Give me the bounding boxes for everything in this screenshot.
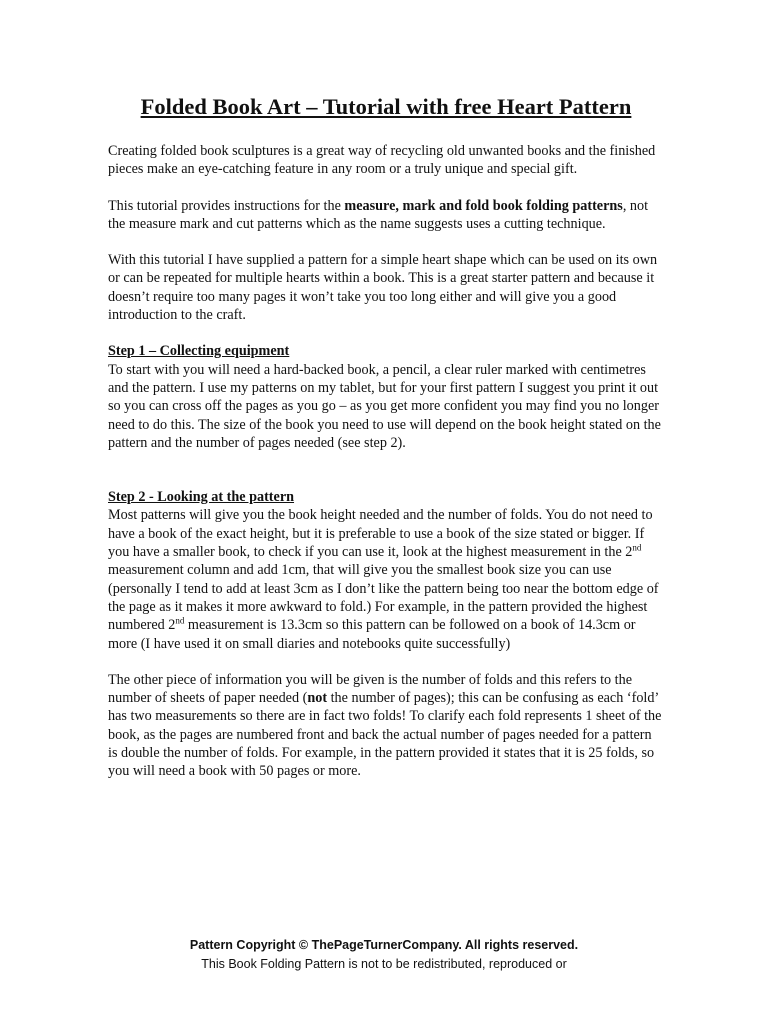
step1-body: To start with you will need a hard-backed book, a pencil, a clear ruler marked with centimetres and the pattern. I use my patterns on my tablet, but for your first pattern I suggest you print it out so you can cross off the pages as you go – as you get more confident you may find you no longer need to do this. The size of the book you need to use will depend on the book height stated on the pattern and the number of pages needed (see step 2).: [108, 361, 661, 451]
tutorial-text-after: , not the measure mark and cut patterns which as the name suggests uses a cutting technique.: [108, 197, 649, 232]
page-title: Folded Book Art – Tutorial with free Heart Pattern: [140, 94, 632, 119]
step2-text-c: measurement is 13.3cm so this pattern can be followed on a book of 14.3cm or more (I have used it on small diaries and notebooks quite successfully): [108, 617, 636, 652]
pattern-info-paragraph: With this tutorial I have supplied a pattern for a simple heart shape which can be used on its own or can be repeated for multiple hearts within a book. This is a great starter pattern and because it doesn’t require too many pages it won’t take you too long either and will give you a good introduction to the craft.: [108, 252, 658, 324]
tutorial-text-bold: measure, mark and fold book folding patterns: [344, 197, 623, 214]
folds-text-a: The other piece of information you will be given is the number of folds and this refers to the number of sheets of paper needed (: [108, 671, 633, 707]
step2-text-a: Most patterns will give you the book height needed and the number of folds. You do not need to have a book of the exact height, but it is preferable to use a book of the size stated or bigger. If you have a smaller book, to check if you can use it, look at the highest measurement in the 2: [108, 507, 653, 561]
footer-copyright: Pattern Copyright © ThePageTurnerCompany. All rights reserved.: [189, 938, 579, 952]
document-body: [108, 92, 664, 799]
folds-text-bold: not: [307, 690, 328, 707]
step2-superscript-1: nd: [632, 542, 642, 553]
step2-heading: Step 2 - Looking at the pattern: [108, 489, 295, 506]
folds-paragraph: [108, 671, 664, 781]
tutorial-paragraph: [108, 197, 664, 234]
intro-paragraph: Creating folded book sculptures is a great way of recycling old unwanted books and the finished pieces make an eye-catching feature in any room or a truly unique and special gift.: [108, 143, 656, 178]
footer-notice: This Book Folding Pattern is not to be redistributed, reproduced or: [201, 957, 567, 971]
tutorial-text-before: This tutorial provides instructions for the: [108, 197, 345, 214]
step2-section: [108, 488, 664, 653]
step2-superscript-2: nd: [175, 615, 185, 626]
folds-text-b: the number of pages); this can be confusing as each ‘fold’ has two measurements so there are in fact two folds! To clarify each fold represents 1 sheet of the book, as the pages are numbered front and back the actual number of pages needed for a pattern is double the number of folds. For example, in the pattern provided it states that it is 25 folds, so you will need a book with 50 pages or more.: [108, 690, 662, 780]
step2-text-b: measurement column and add 1cm, that will give you the smallest book size you can use (personally I tend to add at least 3cm as I don’t like the pattern being too near the bottom edge of the page as it makes it more awkward to fold.) For example, in the pattern provided the highest numbered 2: [108, 562, 659, 634]
step1-heading: Step 1 – Collecting equipment: [108, 343, 290, 360]
step1-section: [108, 342, 664, 452]
